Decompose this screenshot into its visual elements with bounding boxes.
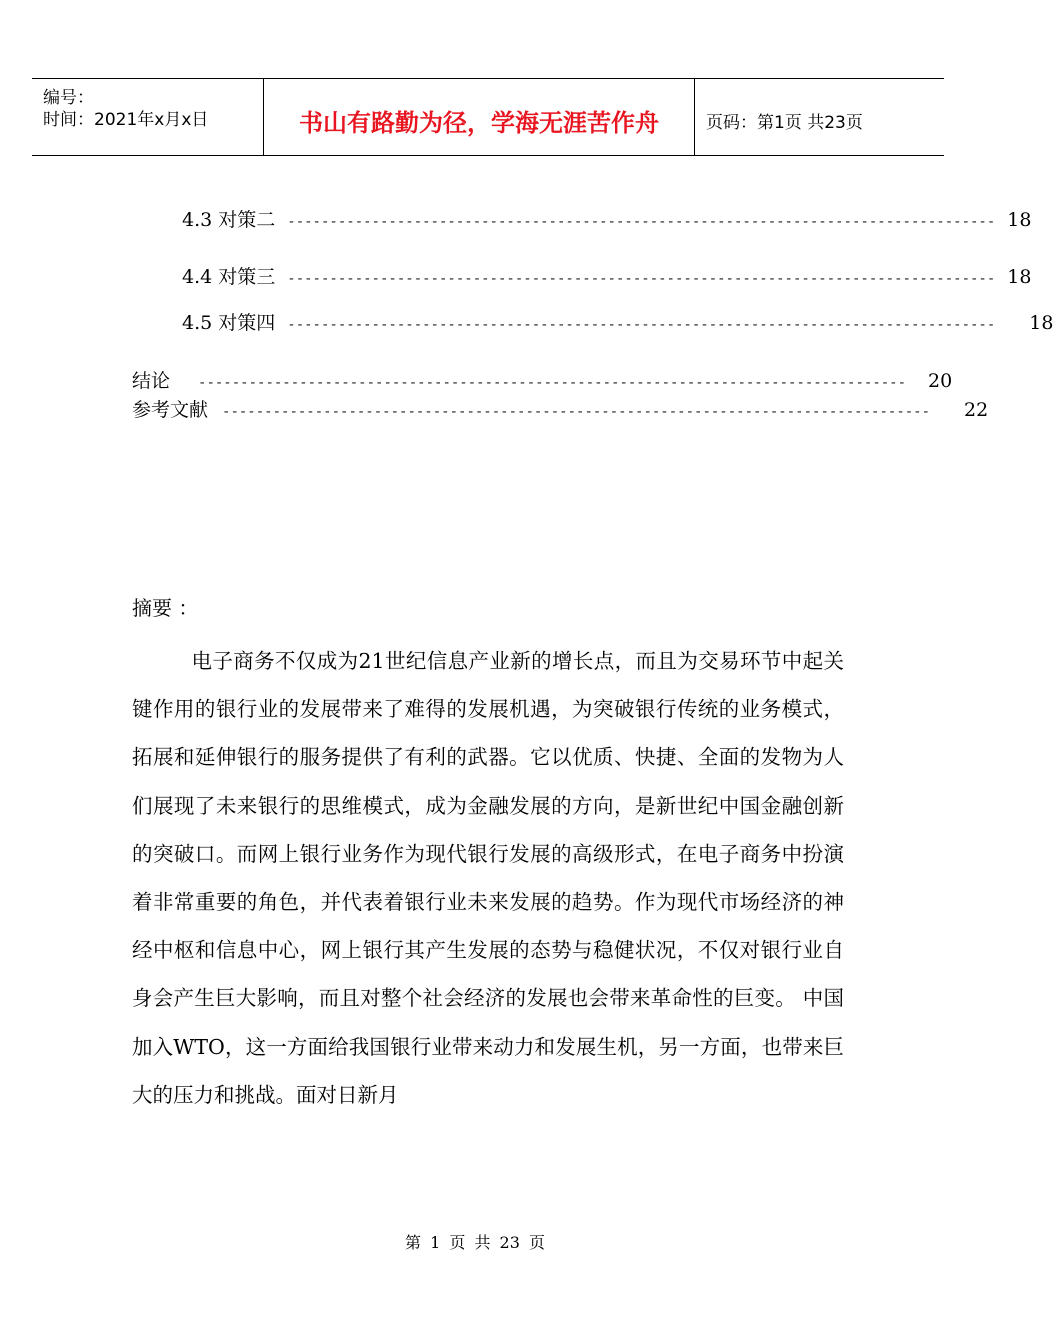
toc-entry-page: 20 (928, 370, 953, 392)
header-page-info: 页码：第1页 共23页 (706, 113, 863, 133)
abstract-body: 电子商务不仅成为21世纪信息产业新的增长点，而且为交易环节中起关键作用的银行业的发展带来了难得的发展机遇，为突破银行传统的业务模式，拓展和延伸银行的服务提供了有利的武器。它以优质、快捷、全面的发物为人们展现了未来银行的思维模式，成为金融发展的方向，是新世纪中国金融创新的突破口。而网上银行业务作为现代银行发展的高级形式，在电子商务中扮演着非常重要的角色，并代表着银行业未来发展的趋势。作为现代市场经济的神经中枢和信息中心，网上银行其产生发展的态势与稳健状况，不仅对银行业自身会产生巨大影响，而且对整个社会经济的发展也会带来革命性的巨变。 中国加入WTO，这一方面给我国银行业带来动力和发展生机，另一方面，也带来巨大的压力和挑战。面对日新月 (132, 649, 844, 1107)
toc-entry-page: 22 (964, 399, 989, 421)
toc-entry-4-4[interactable] (182, 262, 1032, 289)
toc-entry-label: 4.5 对策四 (182, 312, 276, 334)
toc-entry-label: 结论 (132, 370, 171, 392)
toc-leader-dots: ------------------------------------------------------------------------------------ (287, 214, 996, 230)
toc-entry-page: 18 (1029, 312, 1053, 334)
toc-entry-references[interactable] (132, 395, 989, 422)
toc-entry-conclusion[interactable] (132, 366, 953, 393)
toc-entry-4-5[interactable] (182, 308, 1053, 335)
toc-entry-4-3[interactable] (182, 205, 1032, 232)
toc-entry-label: 参考文献 (132, 399, 209, 421)
page-footer: 第 1 页 共 23 页 (405, 1233, 545, 1252)
toc-entry-label: 4.4 对策三 (182, 266, 276, 288)
toc-leader-dots: ------------------------------------------------------------------------------------ (222, 404, 931, 420)
toc-entry-label: 4.3 对策二 (182, 209, 276, 231)
abstract-title: 摘要 ： (132, 596, 199, 620)
header-middle-cell (264, 79, 695, 155)
page-header (32, 78, 944, 156)
header-time-label: 时间：2021年x月x日 (43, 110, 209, 130)
toc-leader-dots: ------------------------------------------------------------------------------------ (198, 375, 907, 391)
toc-entry-page: 18 (1007, 209, 1032, 231)
header-left-cell (32, 79, 264, 155)
header-number-label: 编号： (43, 88, 94, 108)
header-motto: 书山有路勤为径，学海无涯苦作舟 (299, 109, 659, 137)
toc-leader-dots: ------------------------------------------------------------------------------------ (287, 317, 996, 333)
header-right-cell (695, 79, 944, 155)
toc-leader-dots: ------------------------------------------------------------------------------------ (287, 271, 996, 287)
toc-entry-page: 18 (1007, 266, 1032, 288)
